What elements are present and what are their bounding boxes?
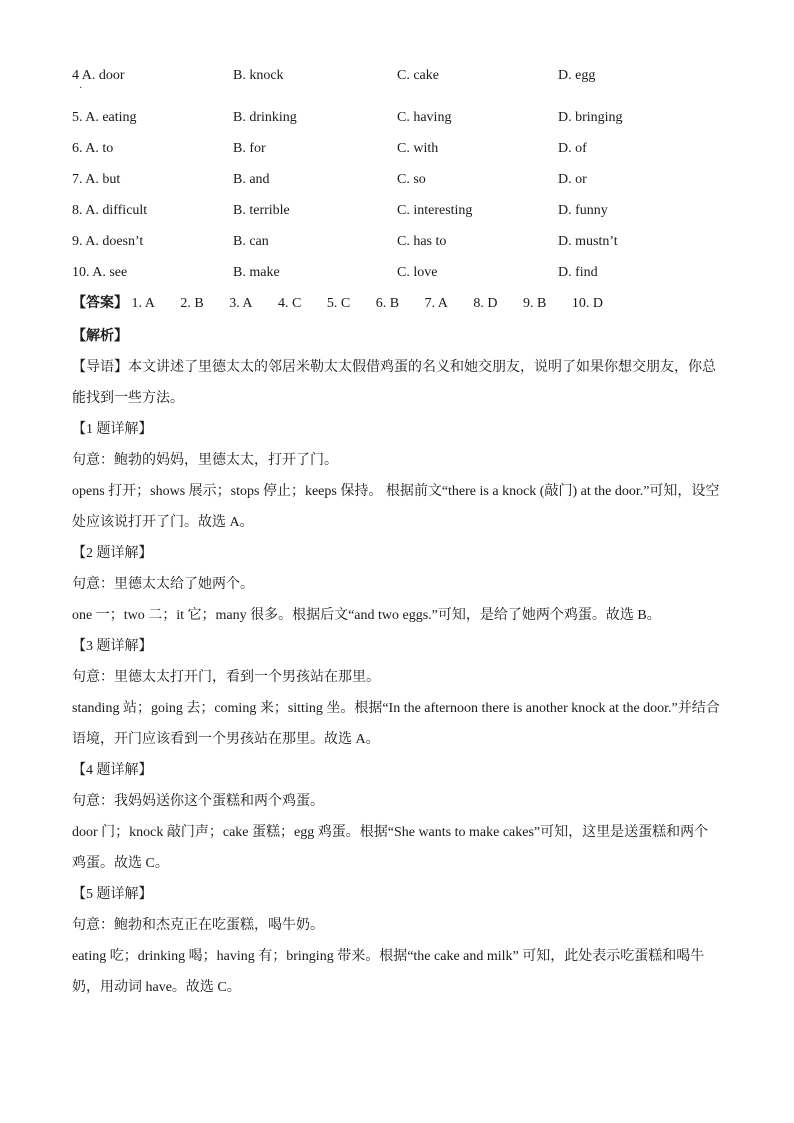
answer-item: 3. A: [229, 296, 253, 311]
option-c: C. so: [397, 172, 426, 187]
option-b: B. for: [233, 141, 266, 156]
stray-dot: ·: [79, 83, 83, 94]
option-row: [72, 62, 722, 104]
option-d: D. or: [558, 172, 587, 187]
answer-item: 10. D: [571, 296, 603, 311]
answer-item: 6. B: [375, 296, 400, 311]
option-row: [72, 135, 722, 166]
option-c: C. interesting: [397, 203, 473, 218]
analysis-label: 【解析】: [72, 329, 128, 344]
guide-paragraph: 【导语】本文讲述了里德太太的邻居米勒太太假借鸡蛋的名义和她交朋友，说明了如果你想交朋友，你总能找到一些方法。: [72, 360, 716, 406]
detail-block: [72, 414, 722, 538]
detail-meaning: 句意：里德太太给了她两个。: [72, 577, 254, 592]
option-b: B. drinking: [233, 110, 297, 125]
detail-heading: 【3 题详解】: [72, 639, 153, 654]
detail-heading: 【5 题详解】: [72, 887, 153, 902]
option-c: C. with: [397, 141, 439, 156]
answer-item: 9. B: [523, 296, 547, 311]
option-b: B. can: [233, 234, 269, 249]
option-row: [72, 197, 722, 228]
option-d: D. find: [558, 265, 598, 280]
answer-item: 4. C: [278, 296, 302, 311]
option-b: B. knock: [233, 68, 284, 83]
option-c: C. having: [397, 110, 452, 125]
option-c: C. has to: [397, 234, 447, 249]
option-b: B. and: [233, 172, 270, 187]
option-a: 7. A. but: [72, 172, 121, 187]
detail-meaning: 句意：我妈妈送你这个蛋糕和两个鸡蛋。: [72, 794, 324, 809]
option-d: D. egg: [558, 68, 596, 83]
detail-explain: eating 吃；drinking 喝；having 有；bringing 带来。根据“the cake and milk” 可知，此处表示吃蛋糕和喝牛奶，用动词 have。故选 C。: [72, 949, 705, 995]
detail-explain: one 一；two 二；it 它；many 很多。根据后文“and two eggs.”可知，是给了她两个鸡蛋。故选 B。: [72, 608, 661, 623]
detail-heading: 【2 题详解】: [72, 546, 153, 561]
option-b: B. terrible: [233, 203, 290, 218]
detail-heading: 【4 题详解】: [72, 763, 153, 778]
option-d: D. of: [558, 141, 587, 156]
option-d: D. mustn’t: [558, 234, 618, 249]
option-row: [72, 104, 722, 135]
detail-meaning: 句意：鲍勃的妈妈，里德太太，打开了门。: [72, 453, 338, 468]
option-a: 6. A. to: [72, 141, 114, 156]
document-page: [72, 62, 722, 1003]
answer-list: [132, 296, 626, 311]
answer-row: [72, 290, 722, 321]
option-c: C. cake: [397, 68, 439, 83]
option-a: 10. A. see: [72, 265, 128, 280]
option-c: C. love: [397, 265, 438, 280]
option-a: 5. A. eating: [72, 110, 137, 125]
option-d: D. bringing: [558, 110, 623, 125]
option-row: [72, 228, 722, 259]
detail-meaning: 句意：里德太太打开门，看到一个男孩站在那里。: [72, 670, 380, 685]
detail-heading: 【1 题详解】: [72, 422, 153, 437]
answer-item: 2. B: [180, 296, 204, 311]
answer-item: 7. A: [424, 296, 448, 311]
detail-explain: opens 打开；shows 展示；stops 停止；keeps 保持。 根据前文“there is a knock (敲门) at the door.”可知，设空处应该说打开了门。故选 A。: [72, 484, 720, 530]
option-d: D. funny: [558, 203, 608, 218]
option-a: 9. A. doesn’t: [72, 234, 144, 249]
option-a: 4 A. door: [72, 68, 125, 83]
detail-block: [72, 538, 722, 631]
answer-item: 5. C: [326, 296, 351, 311]
answer-label: 【答案】: [72, 296, 128, 311]
answer-item: 8. D: [473, 296, 498, 311]
option-a: 8. A. difficult: [72, 203, 148, 218]
option-row: [72, 166, 722, 197]
detail-explain: door 门；knock 敲门声；cake 蛋糕；egg 鸡蛋。根据“She wants to make cakes”可知，这里是送蛋糕和两个鸡蛋。故选 C。: [72, 825, 709, 871]
detail-explain: standing 站；going 去；coming 来；sitting 坐。根据“In the afternoon there is another knock at the door.”并结合语境，开门应该看到一个男孩站在那里。故选 A。: [72, 701, 720, 747]
detail-block: [72, 631, 722, 755]
detail-block: [72, 879, 722, 1003]
detail-block: [72, 755, 722, 879]
answer-item: 1. A: [131, 296, 155, 311]
option-row: [72, 259, 722, 290]
detail-meaning: 句意：鲍勃和杰克正在吃蛋糕，喝牛奶。: [72, 918, 324, 933]
option-b: B. make: [233, 265, 280, 280]
